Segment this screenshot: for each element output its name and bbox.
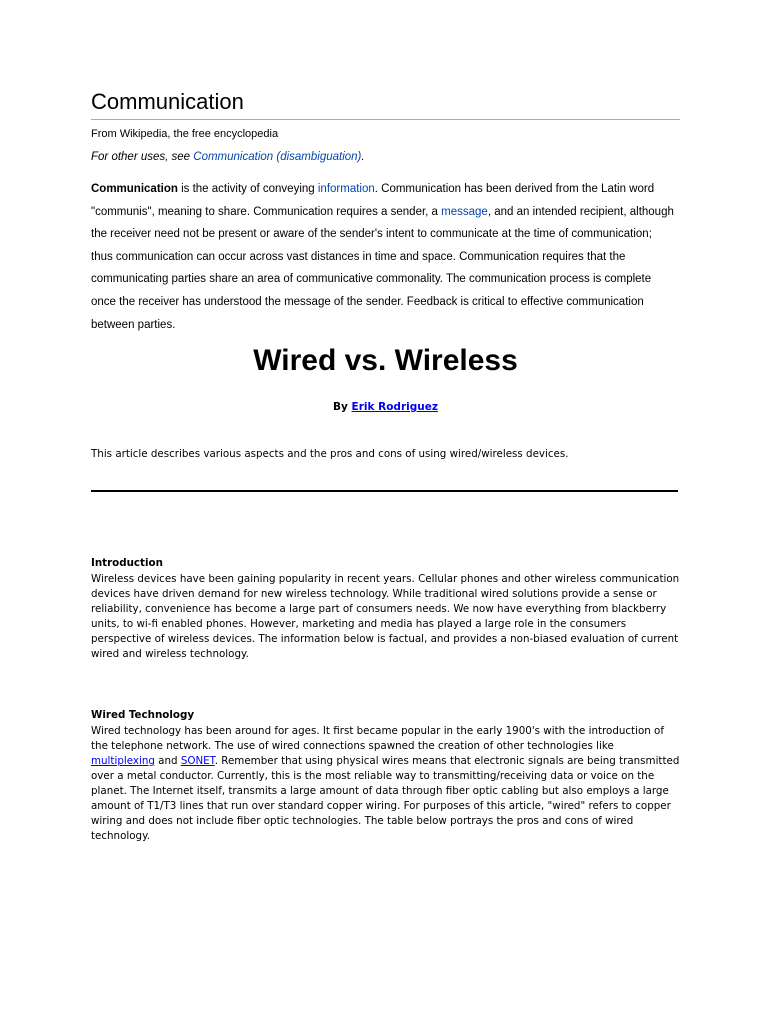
author-link[interactable]: Erik Rodriguez — [351, 401, 438, 413]
wiki-hatnote — [91, 151, 365, 163]
lead-text-3: , and an intended recipient, although the receiver need not be present or aware of the sender's intent to communicate at the time of communication; thus communication can occur across vast distances in time and space. Communication requires that the communicating parties share an area of communicative commonality. The communication process is complete once the receiver has understood the message of the sender. Feedback is critical to effective communication between parties. — [91, 205, 674, 331]
message-link[interactable]: message — [441, 205, 488, 218]
information-link[interactable]: information — [317, 183, 375, 195]
wired-text-3: . Remember that using physical wires means that electronic signals are being transmitted over a metal conductor. Currently, this is the most reliable way to transmitting/receiving data or voice on the planet. The Internet itself, transmits a large amount of data through fiber optic cabling but also employs a large amount of T1/T3 lines that run over standard copper wiring. For purposes of this article, "wired" refers to copper wiring and does not include fiber optic technologies. The table below portrays the pros and cons of wired technology. — [91, 755, 680, 842]
lead-term: Communication — [91, 183, 178, 195]
byline-label: By — [333, 401, 352, 413]
disambiguation-link[interactable]: Communication (disambiguation) — [193, 151, 362, 163]
wiki-page-title: Communication — [91, 88, 680, 120]
horizontal-divider — [91, 490, 678, 492]
wired-text-1: Wired technology has been around for ages. It first became popular in the early 1900's with the introduction of the telephone network. The use of wired connections spawned the creation of other technologies like — [91, 725, 664, 752]
multiplexing-link[interactable]: multiplexing — [91, 755, 155, 767]
wiki-source-line: From Wikipedia, the free encyclopedia — [91, 128, 279, 140]
wired-text-2: and — [154, 755, 181, 767]
lead-text-2: . Communication has been derived from the Latin word "communis", meaning to share. Communication requires a sender, a — [91, 183, 655, 218]
introduction-heading: Introduction — [91, 557, 163, 569]
wiki-lead-paragraph — [91, 178, 676, 336]
wired-technology-text — [91, 724, 680, 844]
article-title: Wired vs. Wireless — [253, 344, 518, 377]
article-description: This article describes various aspects and the pros and cons of using wired/wireless devices. — [91, 448, 569, 460]
hatnote-suffix: . — [361, 151, 365, 163]
byline — [91, 401, 680, 413]
hatnote-prefix: For other uses, see — [91, 151, 194, 163]
introduction-text: Wireless devices have been gaining popularity in recent years. Cellular phones and other wireless communication devices have driven demand for new wireless technology. While traditional wired solutions provide a sense or reliability, convenience has become a large part of consumers needs. We now have everything from blackberry units, to wi-fi enabled phones. However, marketing and media has played a large role in the consumers perspective of wireless devices. The information below is factual, and provides a non-biased evaluation of current wired and wireless technology. — [91, 573, 680, 660]
wired-technology-heading: Wired Technology — [91, 709, 195, 721]
sonet-link[interactable]: SONET — [180, 755, 215, 767]
lead-text-1: is the activity of conveying — [177, 183, 318, 195]
